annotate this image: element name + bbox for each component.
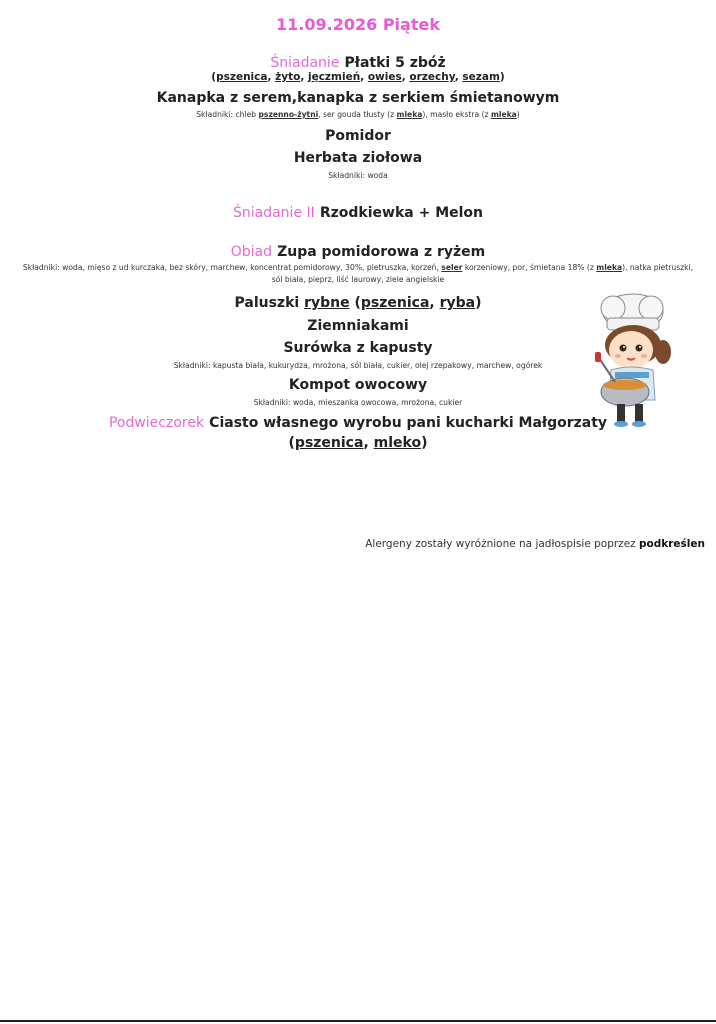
allergen-note-bold: podkreślen [639,538,705,550]
allergen: pszenica [360,295,430,311]
allergen: pszenno-żytni [258,110,319,119]
allergen: mleka [490,110,517,119]
ingredients-text: ) [516,110,520,119]
dish-tomato: Pomidor [325,128,391,144]
allergen: pszenica [294,435,364,451]
ingredients-text: korzeniowy, por, śmietana 18% (z [464,263,594,272]
dish-cake: Ciasto własnego wyrobu pani kucharki Małgorzaty [209,415,608,431]
allergen: żyto [275,71,301,83]
dish-cereal: Płatki 5 zbóż [344,55,446,71]
bottom-divider [0,1020,716,1022]
dish-salad: Surówka z kapusty [283,340,433,356]
ingredients-text: , ser gouda tłusty (z [318,110,395,119]
allergen: owies [367,71,402,83]
dish-compote: Kompot owocowy [288,377,428,393]
allergen-note [365,538,705,550]
dish-soup: Zupa pomidorowa z ryżem [277,244,486,260]
dish-fish-sticks: Paluszki rybne (pszenica, ryba) [234,295,482,311]
tea-ingredients: Składniki: woda [328,171,388,180]
allergen: mleka [396,110,423,119]
allergen: orzechy [409,71,455,83]
allergen-note-text: Alergeny zostały wyróżnione na jadłospisie poprzez [365,538,636,550]
ingredients-text: Składniki: chleb [196,110,257,119]
sandwich-ingredients [0,110,716,119]
allergen: seler [441,263,463,272]
compote-ingredients: Składniki: woda, mieszanka owocowa, mrożona, cukier [253,398,463,407]
allergen: jęczmień [307,71,361,83]
ingredients-text: ), masło ekstra (z [422,110,489,119]
soup-ingredients [0,262,716,286]
cereal-allergens: (pszenica, żyto, jęczmień, owies, orzechy, sezam) [211,71,505,83]
page-title: 11.09.2026 Piątek [276,15,440,34]
meal-label-snack: Podwieczorek [108,415,205,431]
allergen: pszenica [216,71,268,83]
breakfast2-line [0,202,716,221]
ingredients-text: ), natka pietruszki, sól biała, pieprz, liść laurowy, ziele angielskie [271,263,694,284]
allergen: mleka [596,263,623,272]
breakfast-line [0,52,716,71]
dish-potatoes: Ziemniakami [307,318,409,334]
allergen: rybne [304,295,350,311]
dish-tea: Herbata ziołowa [293,150,423,166]
allergen: ryba [439,295,476,311]
salad-ingredients: Składniki: kapusta biała, kukurydza, mrożona, sól biała, cukier, olej rzepakowy, marchew, ogórek [173,361,543,370]
dish-fish-prefix: Paluszki [234,295,300,311]
ingredients-text: Składniki: woda, mięso z ud kurczaka, bez skóry, marchew, koncentrat pomidorowy, 30%, pietruszka, korzeń, [22,263,439,272]
dish-radish-melon: Rzodkiewka + Melon [319,205,484,221]
cake-allergens: (pszenica, mleko) [288,435,428,451]
lunch-line [0,241,716,260]
allergen: sezam [462,71,500,83]
chef-icon [585,290,680,430]
dish-sandwich: Kanapka z serem,kanapka z serkiem śmietanowym [156,90,560,106]
meal-label-breakfast: Śniadanie [270,55,340,71]
meal-label-lunch: Obiad [230,244,272,260]
allergen: mleko [373,435,422,451]
meal-label-breakfast2: Śniadanie II [232,205,315,221]
